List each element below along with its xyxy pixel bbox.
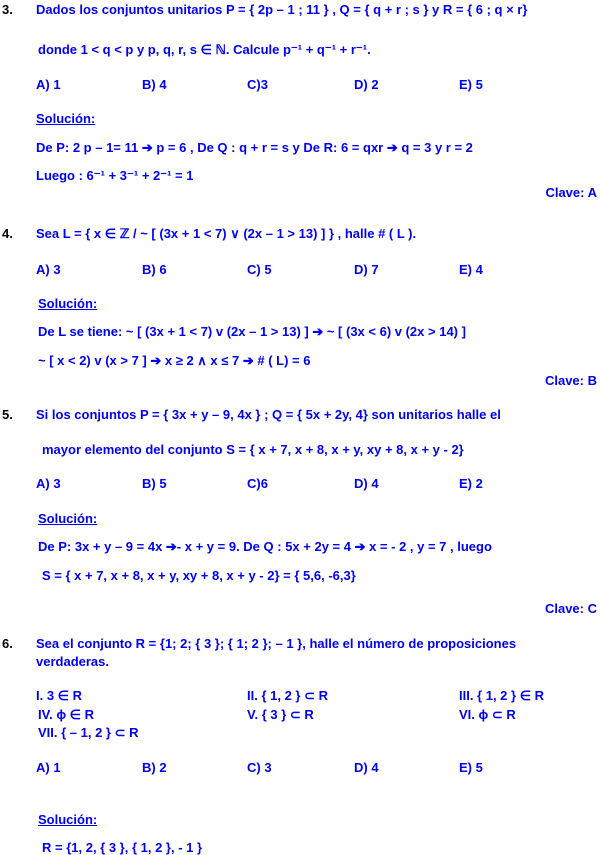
question-6-option-b: B) 2 (142, 760, 167, 775)
question-6-solution-line-1: R = {1, 2, { 3 }, { 1, 2 }, - 1 } (42, 840, 203, 855)
question-5-option-b: B) 5 (142, 476, 167, 491)
proposition-7: VII. { – 1, 2 } ⊂ R (38, 725, 139, 740)
proposition-5: V. { 3 } ⊂ R (247, 707, 314, 722)
question-4-option-d: D) 7 (354, 262, 379, 277)
question-4-statement: Sea L = { x ∈ ℤ / ~ [ (3x + 1 < 7) ∨ (2x – 1 > 13) ] } , halle # ( L ). (36, 226, 417, 241)
proposition-1: I. 3 ∈ R (36, 688, 83, 703)
question-3-statement-cont: donde 1 < q < p y p, q, r, s ∈ ℕ. Calcule p⁻¹ + q⁻¹ + r⁻¹. (38, 42, 371, 57)
question-3-option-d: D) 2 (354, 77, 379, 92)
question-3-option-b: B) 4 (142, 77, 167, 92)
question-5-option-a: A) 3 (36, 476, 61, 491)
question-4-option-a: A) 3 (36, 262, 61, 277)
question-3-number: 3. (2, 2, 13, 17)
question-3-solution-line-2: Luego : 6⁻¹ + 3⁻¹ + 2⁻¹ = 1 (36, 168, 194, 183)
proposition-2: II. { 1, 2 } ⊂ R (247, 688, 328, 703)
question-3-solution-line-1: De P: 2 p – 1= 11 ➔ p = 6 , De Q : q + r = s y De R: 6 = qxr ➔ q = 3 y r = 2 (36, 140, 473, 155)
question-5-option-c: C)6 (247, 476, 268, 491)
question-5-statement-cont: mayor elemento del conjunto S = { x + 7, x + 8, x + y, xy + 8, x + y - 2} (42, 442, 464, 457)
question-5-number: 5. (2, 407, 13, 422)
question-5-solution-line-2: S = { x + 7, x + 8, x + y, xy + 8, x + y - 2} = { 5,6, -6,3} (42, 568, 356, 583)
question-6-option-e: E) 5 (459, 760, 483, 775)
question-5-option-e: E) 2 (459, 476, 483, 491)
question-4-option-c: C) 5 (247, 262, 272, 277)
question-3-option-a: A) 1 (36, 77, 61, 92)
proposition-4: IV. ϕ ∈ R (38, 707, 94, 722)
question-5-answer-key: Clave: C (544, 601, 597, 616)
question-6-statement: Sea el conjunto R = {1; 2; { 3 }; { 1; 2 }; – 1 }, halle el número de proposiciones (36, 636, 517, 651)
question-5-solution-line-1: De P: 3x + y – 9 = 4x ➔- x + y = 9. De Q : 5x + 2y = 4 ➔ x = - 2 , y = 7 , luego (38, 539, 492, 554)
question-4-solution-title: Solución: (38, 296, 98, 311)
question-6-option-a: A) 1 (36, 760, 61, 775)
question-3-solution-title: Solución: (36, 111, 96, 126)
question-6-number: 6. (2, 636, 13, 651)
question-3-option-e: E) 5 (459, 77, 483, 92)
question-6-option-c: C) 3 (247, 760, 272, 775)
question-3-answer-key: Clave: A (545, 185, 597, 200)
proposition-3: III. { 1, 2 } ∈ R (459, 688, 545, 703)
question-5-option-d: D) 4 (354, 476, 379, 491)
question-3-statement: Dados los conjuntos unitarios P = { 2p – 1 ; 11 } , Q = { q + r ; s } y R = { 6 ; q × r} (36, 2, 528, 17)
question-5-statement: Si los conjuntos P = { 3x + y – 9, 4x } ; Q = { 5x + 2y, 4} son unitarios halle el (36, 407, 501, 422)
question-6-option-d: D) 4 (354, 760, 379, 775)
question-6-statement-cont: verdaderas. (36, 654, 109, 669)
question-3-option-c: C)3 (247, 77, 268, 92)
question-4-solution-line-1: De L se tiene: ~ [ (3x + 1 < 7) v (2x – 1 > 13) ] ➔ ~ [ (3x < 6) v (2x > 14) ] (38, 324, 466, 339)
question-6-solution-title: Solución: (38, 812, 98, 827)
question-4-solution-line-2: ~ [ x < 2) v (x > 7 ] ➔ x ≥ 2 ∧ x ≤ 7 ➔ # ( L) = 6 (38, 353, 311, 368)
question-4-option-b: B) 6 (142, 262, 167, 277)
question-4-number: 4. (2, 226, 13, 241)
question-5-solution-title: Solución: (38, 511, 98, 526)
question-4-answer-key: Clave: B (544, 373, 597, 388)
proposition-6: VI. ϕ ⊂ R (459, 707, 516, 722)
question-4-option-e: E) 4 (459, 262, 483, 277)
